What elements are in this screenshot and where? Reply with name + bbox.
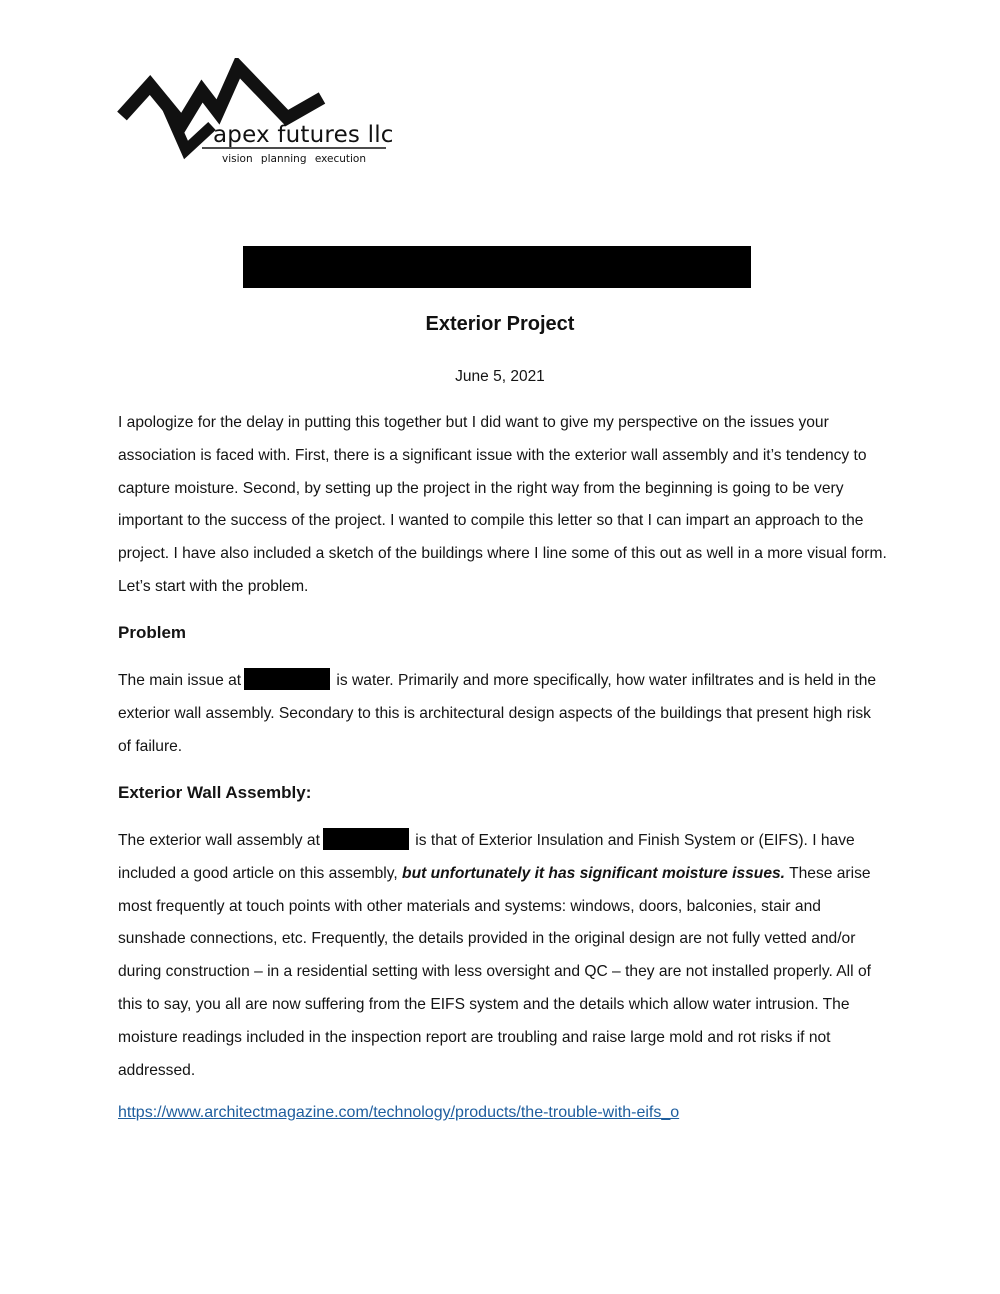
problem-text-start: The main issue at (118, 672, 242, 689)
wall-text-start: The exterior wall assembly at (118, 832, 320, 849)
article-link[interactable]: https://www.architectmagazine.com/technology/products/the-trouble-with-eifs_o (118, 1104, 680, 1121)
company-logo (112, 58, 402, 178)
wall-text-end: These arise most frequently at touch points with other materials and systems: windows, doors, balconies, stair and sunshade connections, etc. Frequently, the details provided in the original design are not fully vetted and/or during construction – in a residential setting with less oversight and QC – they are not installed properly. All of this to say, you all are now suffering from the EIFS system and the details which allow water intrusion. The moisture readings included in the inspection report are troubling and raise large mold and rot risks if not addressed. (118, 864, 871, 1079)
document-date: June 5, 2021 (455, 368, 545, 385)
problem-paragraph (118, 665, 888, 763)
redacted-header-block (243, 246, 751, 288)
redacted-location (323, 828, 409, 850)
logo-name: apex futures llc (213, 122, 394, 148)
wall-assembly-paragraph (118, 825, 888, 1087)
wall-emphasis: but unfortunately it has significant moisture issues. (402, 864, 786, 882)
redacted-location (244, 668, 330, 690)
logo-tagline: vision planning execution (222, 153, 367, 165)
problem-heading: Problem (118, 623, 187, 642)
page-title: Exterior Project (425, 313, 575, 335)
intro-paragraph: I apologize for the delay in putting this together but I did want to give my perspective on the issues your association is faced with. First, there is a significant issue with the exterior wall assembly and it’s tendency to capture moisture. Second, by setting up the project in the right way from the beginning is going to be very important to the success of the project. I wanted to compile this letter so that I can impart an approach to the project. I have also included a sketch of the buildings where I line some of this out as well in a more visual form. Let’s start with the problem. (118, 414, 887, 595)
wall-text-middle: is that of Exterior Insulation and Finish System or (EIFS). I have included a good article on this assembly, (118, 832, 855, 882)
wall-assembly-heading: Exterior Wall Assembly: (118, 783, 312, 802)
problem-text-end: is water. Primarily and more specifically, how water infiltrates and is held in the exterior wall assembly. Secondary to this is architectural design aspects of the buildings that present high risk of failure. (118, 672, 877, 755)
